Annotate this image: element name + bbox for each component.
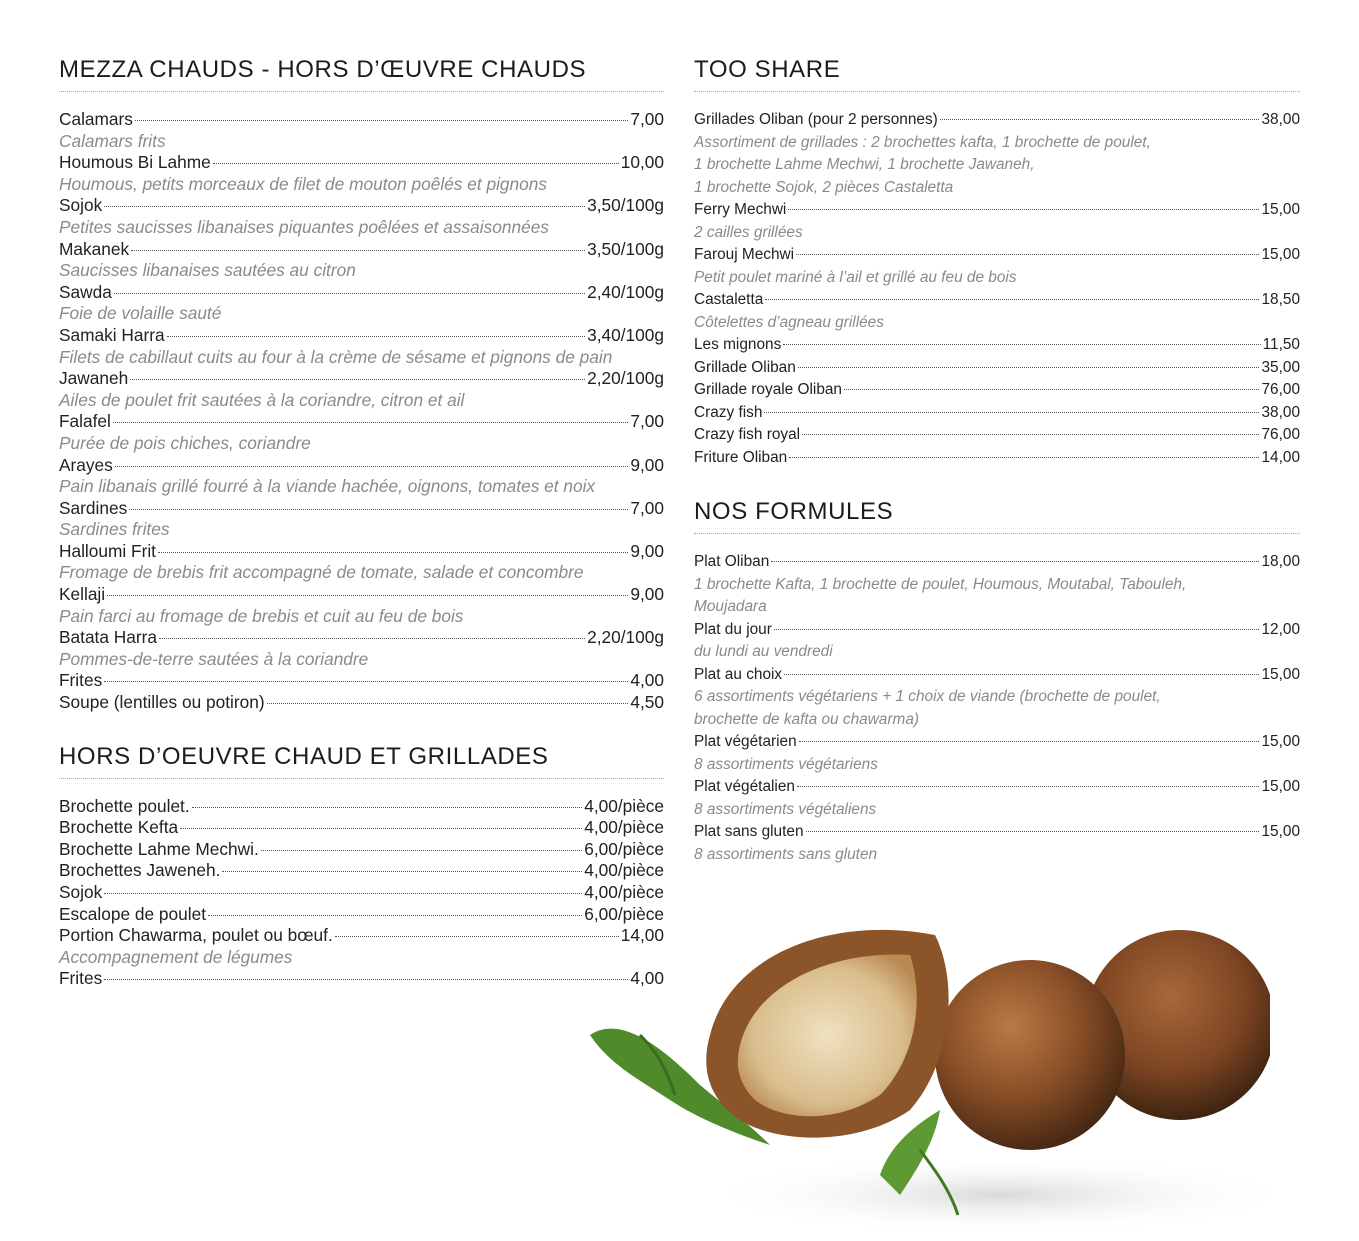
dot-leader — [130, 379, 585, 380]
dot-leader — [158, 552, 628, 553]
menu-item — [59, 195, 664, 217]
item-price: 7,00 — [630, 411, 664, 432]
menu-item — [694, 379, 1300, 402]
item-name: Farouj Mechwi — [694, 246, 795, 263]
menu-item — [694, 821, 1300, 844]
item-name: Arayes — [59, 454, 113, 475]
item-name: Ferry Mechwi — [694, 201, 787, 218]
dot-leader — [774, 629, 1260, 630]
dot-leader — [267, 703, 629, 704]
falafel-ball — [935, 960, 1125, 1150]
item-price: 14,00 — [620, 925, 664, 946]
menu-item — [59, 925, 664, 947]
item-price: 18,50 — [1261, 291, 1300, 308]
menu-item — [59, 860, 664, 882]
dot-leader — [129, 509, 628, 510]
dot-leader — [192, 807, 583, 808]
menu-item — [59, 411, 664, 433]
menu-items — [694, 109, 1300, 469]
menu-item — [59, 882, 664, 904]
item-name: Grillades Oliban (pour 2 personnes) — [694, 111, 938, 128]
dot-leader — [208, 915, 582, 916]
menu-item — [59, 498, 664, 520]
item-description: Côtelettes d’agneau grillées — [694, 313, 884, 331]
menu-items — [694, 551, 1300, 866]
item-price: 7,00 — [630, 497, 664, 518]
item-name: Batata Harra — [59, 627, 157, 648]
menu-item — [59, 670, 664, 692]
item-description: 2 cailles grillées — [694, 223, 803, 241]
dot-leader — [114, 293, 585, 294]
item-price: 76,00 — [1261, 381, 1300, 398]
item-price: 38,00 — [1261, 403, 1300, 421]
dot-leader — [104, 979, 628, 980]
item-price: 38,00 — [1261, 111, 1300, 128]
item-name: Kellaji — [59, 584, 106, 605]
item-name: Plat Oliban — [694, 553, 770, 570]
menu-item — [694, 109, 1300, 132]
item-name: Calamars — [59, 109, 133, 129]
item-price: 12,00 — [1261, 620, 1300, 638]
item-name: Friture Oliban — [694, 448, 788, 466]
dot-leader — [771, 561, 1259, 562]
dot-leader — [135, 120, 628, 121]
item-description: 1 brochette Lahme Mechwi, 1 brochette Jawaneh, — [694, 156, 1035, 173]
item-name: Samaki Harra — [59, 324, 165, 345]
item-price: 6,00/pièce — [584, 838, 664, 859]
item-description: Pommes-de-terre sautées à la coriandre — [59, 648, 369, 669]
item-name: Brochette Kefta — [59, 817, 179, 838]
item-description: Filets de cabillaut cuits au four à la crème de sésame et pignons de pain — [59, 346, 613, 367]
item-price: 6,00/pièce — [584, 903, 664, 924]
menu-item — [59, 968, 664, 990]
item-name: Brochette poulet. — [59, 795, 190, 816]
section-title: HORS D’OEUVRE CHAUD ET GRILLADES — [59, 742, 664, 779]
dot-leader — [940, 119, 1260, 120]
item-price: 3,50/100g — [587, 195, 664, 216]
item-name: Falafel — [59, 411, 111, 432]
item-price: 7,00 — [630, 109, 664, 129]
item-price: 9,00 — [630, 454, 664, 475]
menu-item — [694, 776, 1300, 799]
section-title: MEZZA CHAUDS - HORS D’ŒUVRE CHAUDS — [59, 55, 664, 92]
item-name: Soupe (lentilles ou potiron) — [59, 692, 265, 713]
menu-item — [59, 796, 664, 818]
item-description: Houmous, petits morceaux de filet de mouton poêlés et pignons — [59, 173, 548, 194]
item-description: 8 assortiments végétariens — [694, 755, 878, 773]
item-description: 1 brochette Kafta, 1 brochette de poulet, Houmous, Moutabal, Tabouleh, — [694, 575, 1187, 593]
menu-items — [59, 109, 664, 714]
menu-item — [694, 424, 1300, 447]
menu-item — [59, 109, 664, 131]
dot-leader — [806, 831, 1260, 832]
menu-item — [59, 584, 664, 606]
dot-leader — [799, 741, 1260, 742]
item-description: Ailes de poulet frit sautées à la coriandre, citron et ail — [59, 389, 465, 410]
dot-leader — [213, 163, 619, 164]
item-price: 3,50/100g — [587, 238, 664, 259]
dot-leader — [167, 336, 585, 337]
item-price: 15,00 — [1261, 246, 1300, 263]
item-name: Frites — [59, 670, 103, 691]
item-price: 15,00 — [1261, 823, 1300, 840]
item-description: Calamars frits — [59, 130, 166, 151]
item-description: du lundi au vendredi — [694, 643, 833, 660]
right-column — [694, 55, 1300, 894]
left-column — [59, 55, 664, 1018]
item-description: Petit poulet mariné à l’ail et grillé au feu de bois — [694, 268, 1017, 286]
item-price: 9,00 — [630, 540, 664, 561]
item-price: 76,00 — [1261, 426, 1300, 443]
dot-leader — [104, 206, 585, 207]
item-price: 4,00/pièce — [584, 860, 664, 881]
menu-section — [59, 742, 664, 990]
item-description: Saucisses libanaises sautées au citron — [59, 260, 356, 281]
menu-item — [59, 282, 664, 304]
item-price: 15,00 — [1261, 778, 1300, 795]
item-description: 8 assortiments sans gluten — [694, 845, 878, 863]
dot-leader — [222, 871, 582, 872]
dot-leader — [113, 422, 628, 423]
item-description: brochette de kafta ou chawarma) — [694, 710, 919, 728]
item-description: Sardines frites — [59, 519, 170, 540]
menu-item — [59, 239, 664, 261]
item-price: 18,00 — [1261, 553, 1300, 570]
menu-items — [59, 796, 664, 990]
item-name: Brochette Lahme Mechwi. — [59, 838, 259, 859]
falafel-photo — [580, 895, 1270, 1241]
item-price: 14,00 — [1261, 448, 1300, 466]
item-description: 6 assortiments végétariens + 1 choix de viande (brochette de poulet, — [694, 688, 1161, 705]
dot-leader — [789, 457, 1259, 458]
item-price: 4,50 — [630, 692, 664, 713]
dot-leader — [798, 367, 1260, 368]
item-price: 11,50 — [1262, 336, 1300, 353]
menu-item — [59, 904, 664, 926]
dot-leader — [796, 254, 1259, 255]
item-name: Crazy fish — [694, 403, 763, 421]
dot-leader — [783, 344, 1260, 345]
item-price: 15,00 — [1261, 733, 1300, 750]
dot-leader — [104, 893, 582, 894]
item-name: Houmous Bi Lahme — [59, 152, 211, 173]
item-description: Petites saucisses libanaises piquantes poêlées et assaisonnées — [59, 216, 549, 237]
item-name: Plat végétalien — [694, 778, 795, 795]
dot-leader — [159, 638, 585, 639]
item-description: Pain farci au fromage de brebis et cuit au feu de bois — [59, 605, 464, 626]
item-description: 8 assortiments végétaliens — [694, 800, 877, 818]
menu-item — [59, 368, 664, 390]
item-price: 4,00/pièce — [584, 795, 664, 816]
menu-section — [694, 497, 1300, 866]
menu-item — [59, 455, 664, 477]
item-price: 10,00 — [620, 152, 664, 173]
item-name: Grillade royale Oliban — [694, 381, 842, 398]
item-description: Moujadara — [694, 598, 767, 615]
item-name: Escalope de poulet — [59, 903, 207, 924]
item-price: 15,00 — [1261, 665, 1300, 683]
dot-leader — [784, 674, 1259, 675]
menu-section — [694, 55, 1300, 469]
menu-item — [59, 839, 664, 861]
menu-item — [59, 152, 664, 174]
section-title: TOO SHARE — [694, 55, 1300, 92]
item-price: 2,20/100g — [587, 627, 664, 648]
menu-item — [694, 289, 1300, 312]
menu-item — [694, 334, 1300, 357]
item-name: Sojok — [59, 882, 103, 902]
menu-item — [59, 325, 664, 347]
item-name: Plat du jour — [694, 620, 772, 638]
dot-leader — [131, 250, 585, 251]
item-name: Sojok — [59, 195, 103, 216]
dot-leader — [180, 828, 582, 829]
item-description: Accompagnement de légumes — [59, 946, 293, 967]
item-price: 9,00 — [630, 584, 664, 605]
menu-item — [694, 619, 1300, 642]
menu-item — [59, 541, 664, 563]
menu-item — [694, 447, 1300, 470]
menu-item — [59, 627, 664, 649]
item-name: Halloumi Frit — [59, 540, 156, 561]
item-name: Les mignons — [694, 336, 782, 353]
dot-leader — [764, 412, 1259, 413]
menu-item — [59, 817, 664, 839]
item-price: 4,00 — [630, 670, 664, 691]
item-name: Frites — [59, 968, 103, 989]
item-price: 35,00 — [1261, 358, 1300, 376]
item-price: 4,00/pièce — [584, 817, 664, 838]
item-name: Plat sans gluten — [694, 823, 804, 840]
item-name: Plat végétarien — [694, 733, 797, 750]
menu-item — [694, 402, 1300, 425]
item-name: Castaletta — [694, 291, 764, 308]
item-description: 1 brochette Sojok, 2 pièces Castaletta — [694, 178, 954, 196]
item-name: Sawda — [59, 281, 112, 302]
item-description: Fromage de brebis frit accompagné de tomate, salade et concombre — [59, 562, 584, 583]
item-name: Plat au choix — [694, 665, 783, 683]
plate-shadow — [700, 1155, 1270, 1235]
item-name: Sardines — [59, 497, 128, 518]
menu-item — [694, 551, 1300, 574]
item-description: Foie de volaille sauté — [59, 303, 222, 324]
menu-item — [694, 731, 1300, 754]
item-price: 15,00 — [1261, 201, 1300, 218]
menu-item — [694, 244, 1300, 267]
item-name: Grillade Oliban — [694, 358, 796, 376]
dot-leader — [765, 299, 1259, 300]
menu-item — [694, 199, 1300, 222]
menu-item — [59, 692, 664, 714]
dot-leader — [335, 936, 619, 937]
item-description: Pain libanais grillé fourré à la viande hachée, oignons, tomates et noix — [59, 476, 596, 497]
dot-leader — [797, 786, 1260, 787]
item-name: Portion Chawarma, poulet ou bœuf. — [59, 925, 333, 946]
menu-item — [694, 664, 1300, 687]
item-price: 2,40/100g — [587, 281, 664, 302]
dot-leader — [115, 466, 629, 467]
item-description: Assortiment de grillades : 2 brochettes kafta, 1 brochette de poulet, — [694, 133, 1151, 151]
item-name: Brochettes Jaweneh. — [59, 860, 221, 881]
dot-leader — [104, 681, 628, 682]
item-price: 4,00 — [630, 968, 664, 989]
item-price: 3,40/100g — [587, 324, 664, 345]
item-name: Jawaneh — [59, 368, 129, 389]
dot-leader — [788, 209, 1259, 210]
section-title: NOS FORMULES — [694, 497, 1300, 534]
dot-leader — [261, 850, 582, 851]
dot-leader — [844, 389, 1259, 390]
item-description: Purée de pois chiches, coriandre — [59, 432, 311, 453]
dot-leader — [107, 595, 628, 596]
item-price: 4,00/pièce — [584, 882, 664, 902]
dot-leader — [802, 434, 1259, 435]
item-name: Crazy fish royal — [694, 426, 801, 443]
item-price: 2,20/100g — [587, 368, 664, 389]
item-name: Makanek — [59, 238, 130, 259]
menu-item — [694, 357, 1300, 380]
menu-section — [59, 55, 664, 714]
